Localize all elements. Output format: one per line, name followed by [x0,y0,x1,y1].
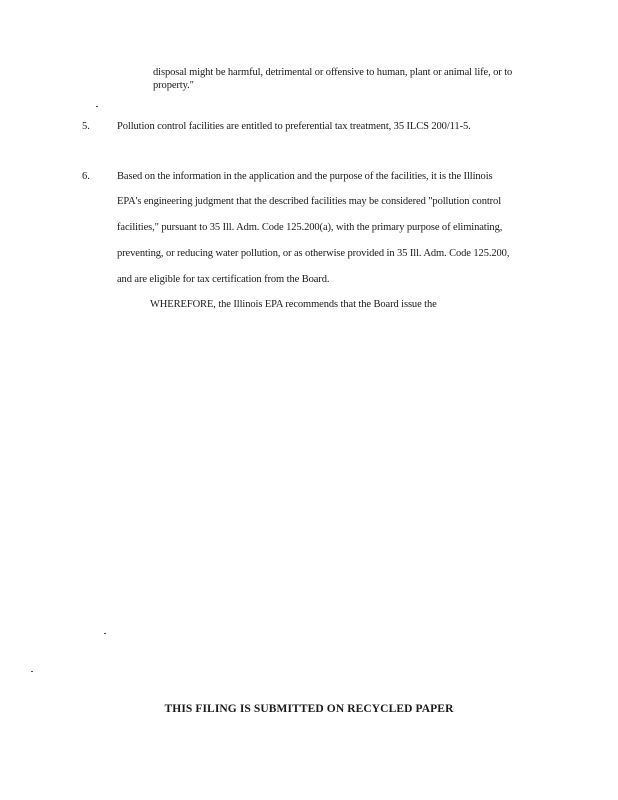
paragraph-6-line-4: preventing, or reducing water pollution, or as otherwise provided in 35 Ill. Adm. Code 125.200, [117,248,510,259]
paragraph-6-line-2: EPA's engineering judgment that the described facilities may be considered "pollution control [117,196,502,207]
scan-speck [104,633,106,634]
paragraph-5-number: 5. [82,121,90,132]
paragraph-6-line-1: Based on the information in the application and the purpose of the facilities, it is the Illinois [117,171,493,182]
paragraph-6-line-3: facilities," pursuant to 35 Ill. Adm. Code 125.200(a), with the primary purpose of eliminating, [117,222,503,233]
paragraph-6-line-5: and are eligible for tax certification from the Board. [117,274,330,285]
scan-speck [96,106,98,107]
continuation-line-1: disposal might be harmful, detrimental or offensive to human, plant or animal life, or to [153,67,513,78]
continuation-line-2: property." [153,80,194,91]
paragraph-5-text: Pollution control facilities are entitled to preferential tax treatment, 35 ILCS 200/11-5. [117,121,471,132]
wherefore-clause: WHEREFORE, the Illinois EPA recommends that the Board issue the [150,299,437,310]
scan-speck [31,671,33,672]
recycled-paper-footer: THIS FILING IS SUBMITTED ON RECYCLED PAPER [164,703,454,715]
paragraph-6-number: 6. [82,171,90,182]
